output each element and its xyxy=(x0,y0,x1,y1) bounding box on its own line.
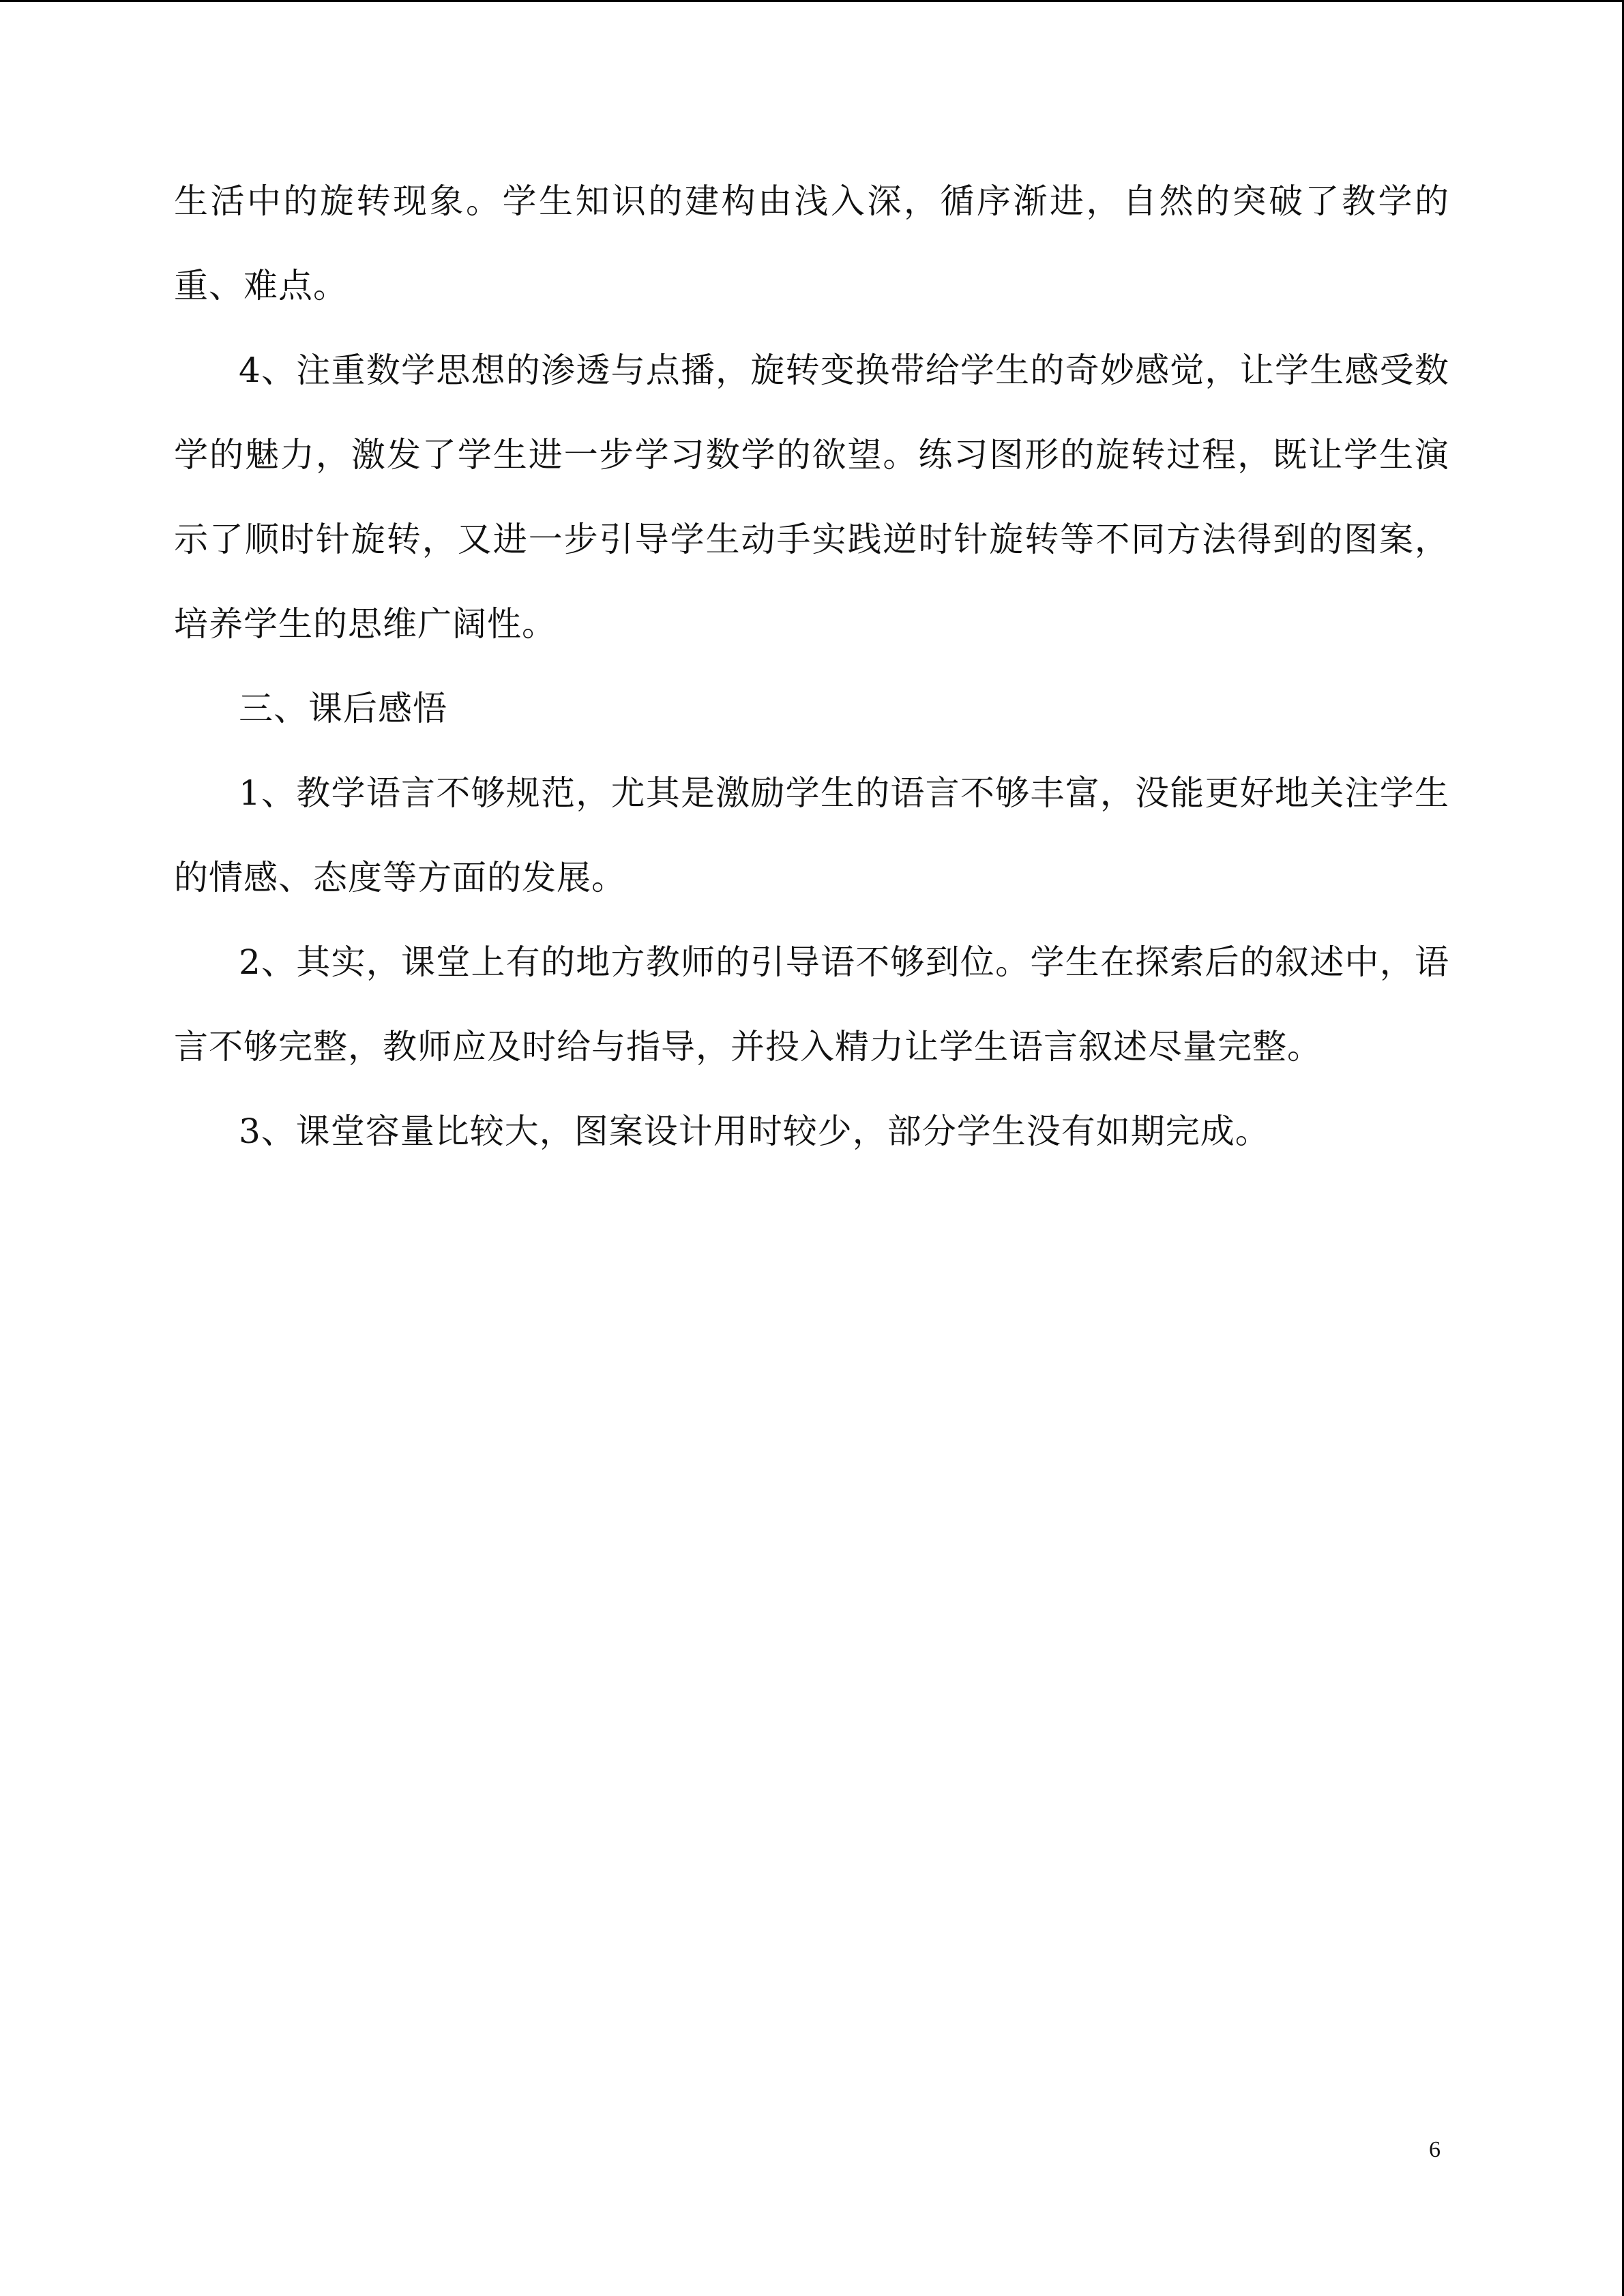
section-heading: 三、课后感悟 xyxy=(239,689,447,728)
paragraph-reflection-2: 2、其实，课堂上有的地方教师的引导语不够到位。学生在探索后的叙述中，语言不够完整，教师应及时给与指导，并投入精力让学生语言叙述尽量完整。 xyxy=(174,942,1449,1067)
document-body xyxy=(174,159,1449,1174)
paragraph-continuation: 生活中的旋转现象。学生知识的建构由浅入深，循序渐进，自然的突破了教学的重、难点。 xyxy=(174,181,1449,305)
paragraph-point-4: 4、注重数学思想的渗透与点播，旋转变换带给学生的奇妙感觉，让学生感受数学的魅力，激发了学生进一步学习数学的欲望。练习图形的旋转过程，既让学生演示了顺时针旋转，又进一步引导学生动手实践逆时针旋转等不同方法得到的图案，培养学生的思维广阔性。 xyxy=(174,351,1449,644)
paragraph-reflection-3: 3、课堂容量比较大，图案设计用时较少，部分学生没有如期完成。 xyxy=(239,1112,1270,1151)
paragraph-reflection-1: 1、教学语言不够规范，尤其是激励学生的语言不够丰富，没能更好地关注学生的情感、态度等方面的发展。 xyxy=(174,773,1449,897)
page-number: 6 xyxy=(1429,2137,1441,2162)
